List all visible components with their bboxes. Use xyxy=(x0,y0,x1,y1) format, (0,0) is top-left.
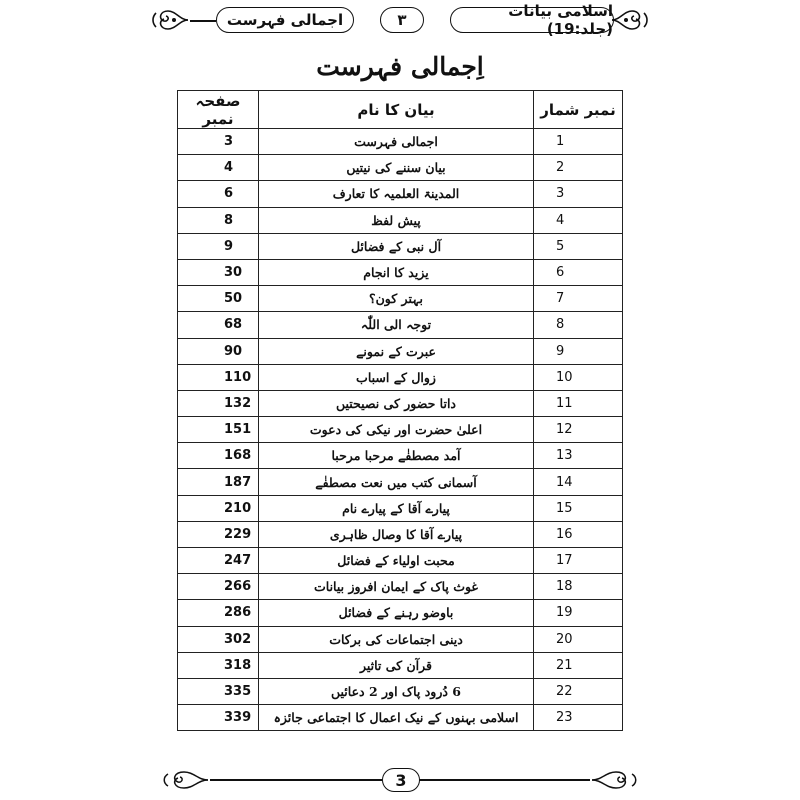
topic-cell: بہتر کون؟ xyxy=(259,286,534,312)
table-row xyxy=(178,129,623,155)
topic-cell: اجمالی فہرست xyxy=(259,129,534,155)
serial-number-cell: 20 xyxy=(534,626,623,652)
column-header-serial: نمبر شمار xyxy=(534,91,623,129)
serial-number-cell: 3 xyxy=(534,181,623,207)
topic-cell: باوضو رہنے کے فضائل xyxy=(259,600,534,626)
page-title: اِجمالی فہرست xyxy=(316,52,484,81)
topic-cell: قرآن کی تاثیر xyxy=(259,652,534,678)
table-row xyxy=(178,364,623,390)
serial-number-cell: 16 xyxy=(534,521,623,547)
topic-cell: توجہ الی اللّٰہ xyxy=(259,312,534,338)
table-row xyxy=(178,233,623,259)
table-row xyxy=(178,705,623,731)
serial-number-cell: 10 xyxy=(534,364,623,390)
table-row xyxy=(178,207,623,233)
page-number-cell: 9 xyxy=(178,233,259,259)
page-number-cell: 229 xyxy=(178,521,259,547)
page-number-cell: 187 xyxy=(178,469,259,495)
topic-cell: آل نبی کے فضائل xyxy=(259,233,534,259)
page-number-cell: 247 xyxy=(178,548,259,574)
table-header-row xyxy=(178,91,623,129)
page-number-cell: 266 xyxy=(178,574,259,600)
table-row xyxy=(178,600,623,626)
page-number-cell: 286 xyxy=(178,600,259,626)
page-number-cell: 210 xyxy=(178,495,259,521)
serial-number-cell: 22 xyxy=(534,678,623,704)
table-row xyxy=(178,155,623,181)
serial-number-cell: 15 xyxy=(534,495,623,521)
serial-number-cell: 14 xyxy=(534,469,623,495)
page-number-cell: 90 xyxy=(178,338,259,364)
page-number-cell: 151 xyxy=(178,417,259,443)
floral-ornament-icon xyxy=(610,3,650,37)
topic-cell: غوث پاک کے ایمان افروز بیانات xyxy=(259,574,534,600)
floral-ornament-icon xyxy=(160,768,210,792)
table-row xyxy=(178,521,623,547)
serial-number-cell: 8 xyxy=(534,312,623,338)
serial-number-cell: 12 xyxy=(534,417,623,443)
serial-number-cell: 17 xyxy=(534,548,623,574)
page-number-cell: 6 xyxy=(178,181,259,207)
page-number-cell: 110 xyxy=(178,364,259,390)
table-row xyxy=(178,469,623,495)
table-row xyxy=(178,548,623,574)
column-header-page: صفحہ نمبر xyxy=(178,91,259,129)
serial-number-cell: 6 xyxy=(534,259,623,285)
table-row xyxy=(178,338,623,364)
serial-number-cell: 13 xyxy=(534,443,623,469)
topic-cell: پیارے آقا کا وصال ظاہری xyxy=(259,521,534,547)
table-row xyxy=(178,312,623,338)
topic-cell: اعلیٰ حضرت اور نیکی کی دعوت xyxy=(259,417,534,443)
page-number-cell: 339 xyxy=(178,705,259,731)
topic-cell: آسمانی کتب میں نعت مصطفٰے xyxy=(259,469,534,495)
topic-cell: پیارے آقا کے پیارے نام xyxy=(259,495,534,521)
serial-number-cell: 4 xyxy=(534,207,623,233)
contents-table xyxy=(177,90,623,731)
table-row xyxy=(178,574,623,600)
serial-number-cell: 21 xyxy=(534,652,623,678)
book-title-label: اسلامی بیانات (جلد:19) xyxy=(450,7,614,33)
page-number-cell: 302 xyxy=(178,626,259,652)
serial-number-cell: 5 xyxy=(534,233,623,259)
page-number-cell: 4 xyxy=(178,155,259,181)
serial-number-cell: 23 xyxy=(534,705,623,731)
table-row xyxy=(178,286,623,312)
page-number-cell: 335 xyxy=(178,678,259,704)
table-row xyxy=(178,181,623,207)
topic-cell: بیان سننے کی نیتیں xyxy=(259,155,534,181)
page-header xyxy=(150,3,650,37)
section-title-label: اجمالی فہرست xyxy=(216,7,354,33)
table-row xyxy=(178,390,623,416)
table-row xyxy=(178,443,623,469)
topic-cell: آمد مصطفٰے مرحبا مرحبا xyxy=(259,443,534,469)
footer-page-number: 3 xyxy=(382,768,420,792)
serial-number-cell: 7 xyxy=(534,286,623,312)
topic-cell: 6 دُرود پاک اور 2 دعائیں xyxy=(259,678,534,704)
topic-cell: پیش لفظ xyxy=(259,207,534,233)
page-number-cell: 3 xyxy=(178,129,259,155)
topic-cell: یزید کا انجام xyxy=(259,259,534,285)
serial-number-cell: 1 xyxy=(534,129,623,155)
page-footer xyxy=(160,768,640,792)
page-number-cell: 318 xyxy=(178,652,259,678)
page-number-cell: 8 xyxy=(178,207,259,233)
page-number-cell: 30 xyxy=(178,259,259,285)
serial-number-cell: 18 xyxy=(534,574,623,600)
table-row xyxy=(178,678,623,704)
table-row xyxy=(178,495,623,521)
header-page-number: ۳ xyxy=(380,7,424,33)
table-row xyxy=(178,259,623,285)
page-number-cell: 50 xyxy=(178,286,259,312)
topic-cell: دینی اجتماعات کی برکات xyxy=(259,626,534,652)
serial-number-cell: 11 xyxy=(534,390,623,416)
table-row xyxy=(178,626,623,652)
page-number-cell: 68 xyxy=(178,312,259,338)
page-number-cell: 132 xyxy=(178,390,259,416)
topic-cell: محبت اولیاء کے فضائل xyxy=(259,548,534,574)
topic-cell: المدینۃ العلمیہ کا تعارف xyxy=(259,181,534,207)
topic-cell: داتا حضور کی نصیحتیں xyxy=(259,390,534,416)
serial-number-cell: 2 xyxy=(534,155,623,181)
topic-cell: زوال کے اسباب xyxy=(259,364,534,390)
serial-number-cell: 9 xyxy=(534,338,623,364)
floral-ornament-icon xyxy=(590,768,640,792)
topic-cell: اسلامی بہنوں کے نیک اعمال کا اجتماعی جائزہ xyxy=(259,705,534,731)
table-row xyxy=(178,417,623,443)
topic-cell: عبرت کے نمونے xyxy=(259,338,534,364)
table-row xyxy=(178,652,623,678)
column-header-topic: بیان کا نام xyxy=(259,91,534,129)
floral-ornament-icon xyxy=(150,3,190,37)
page-number-cell: 168 xyxy=(178,443,259,469)
serial-number-cell: 19 xyxy=(534,600,623,626)
